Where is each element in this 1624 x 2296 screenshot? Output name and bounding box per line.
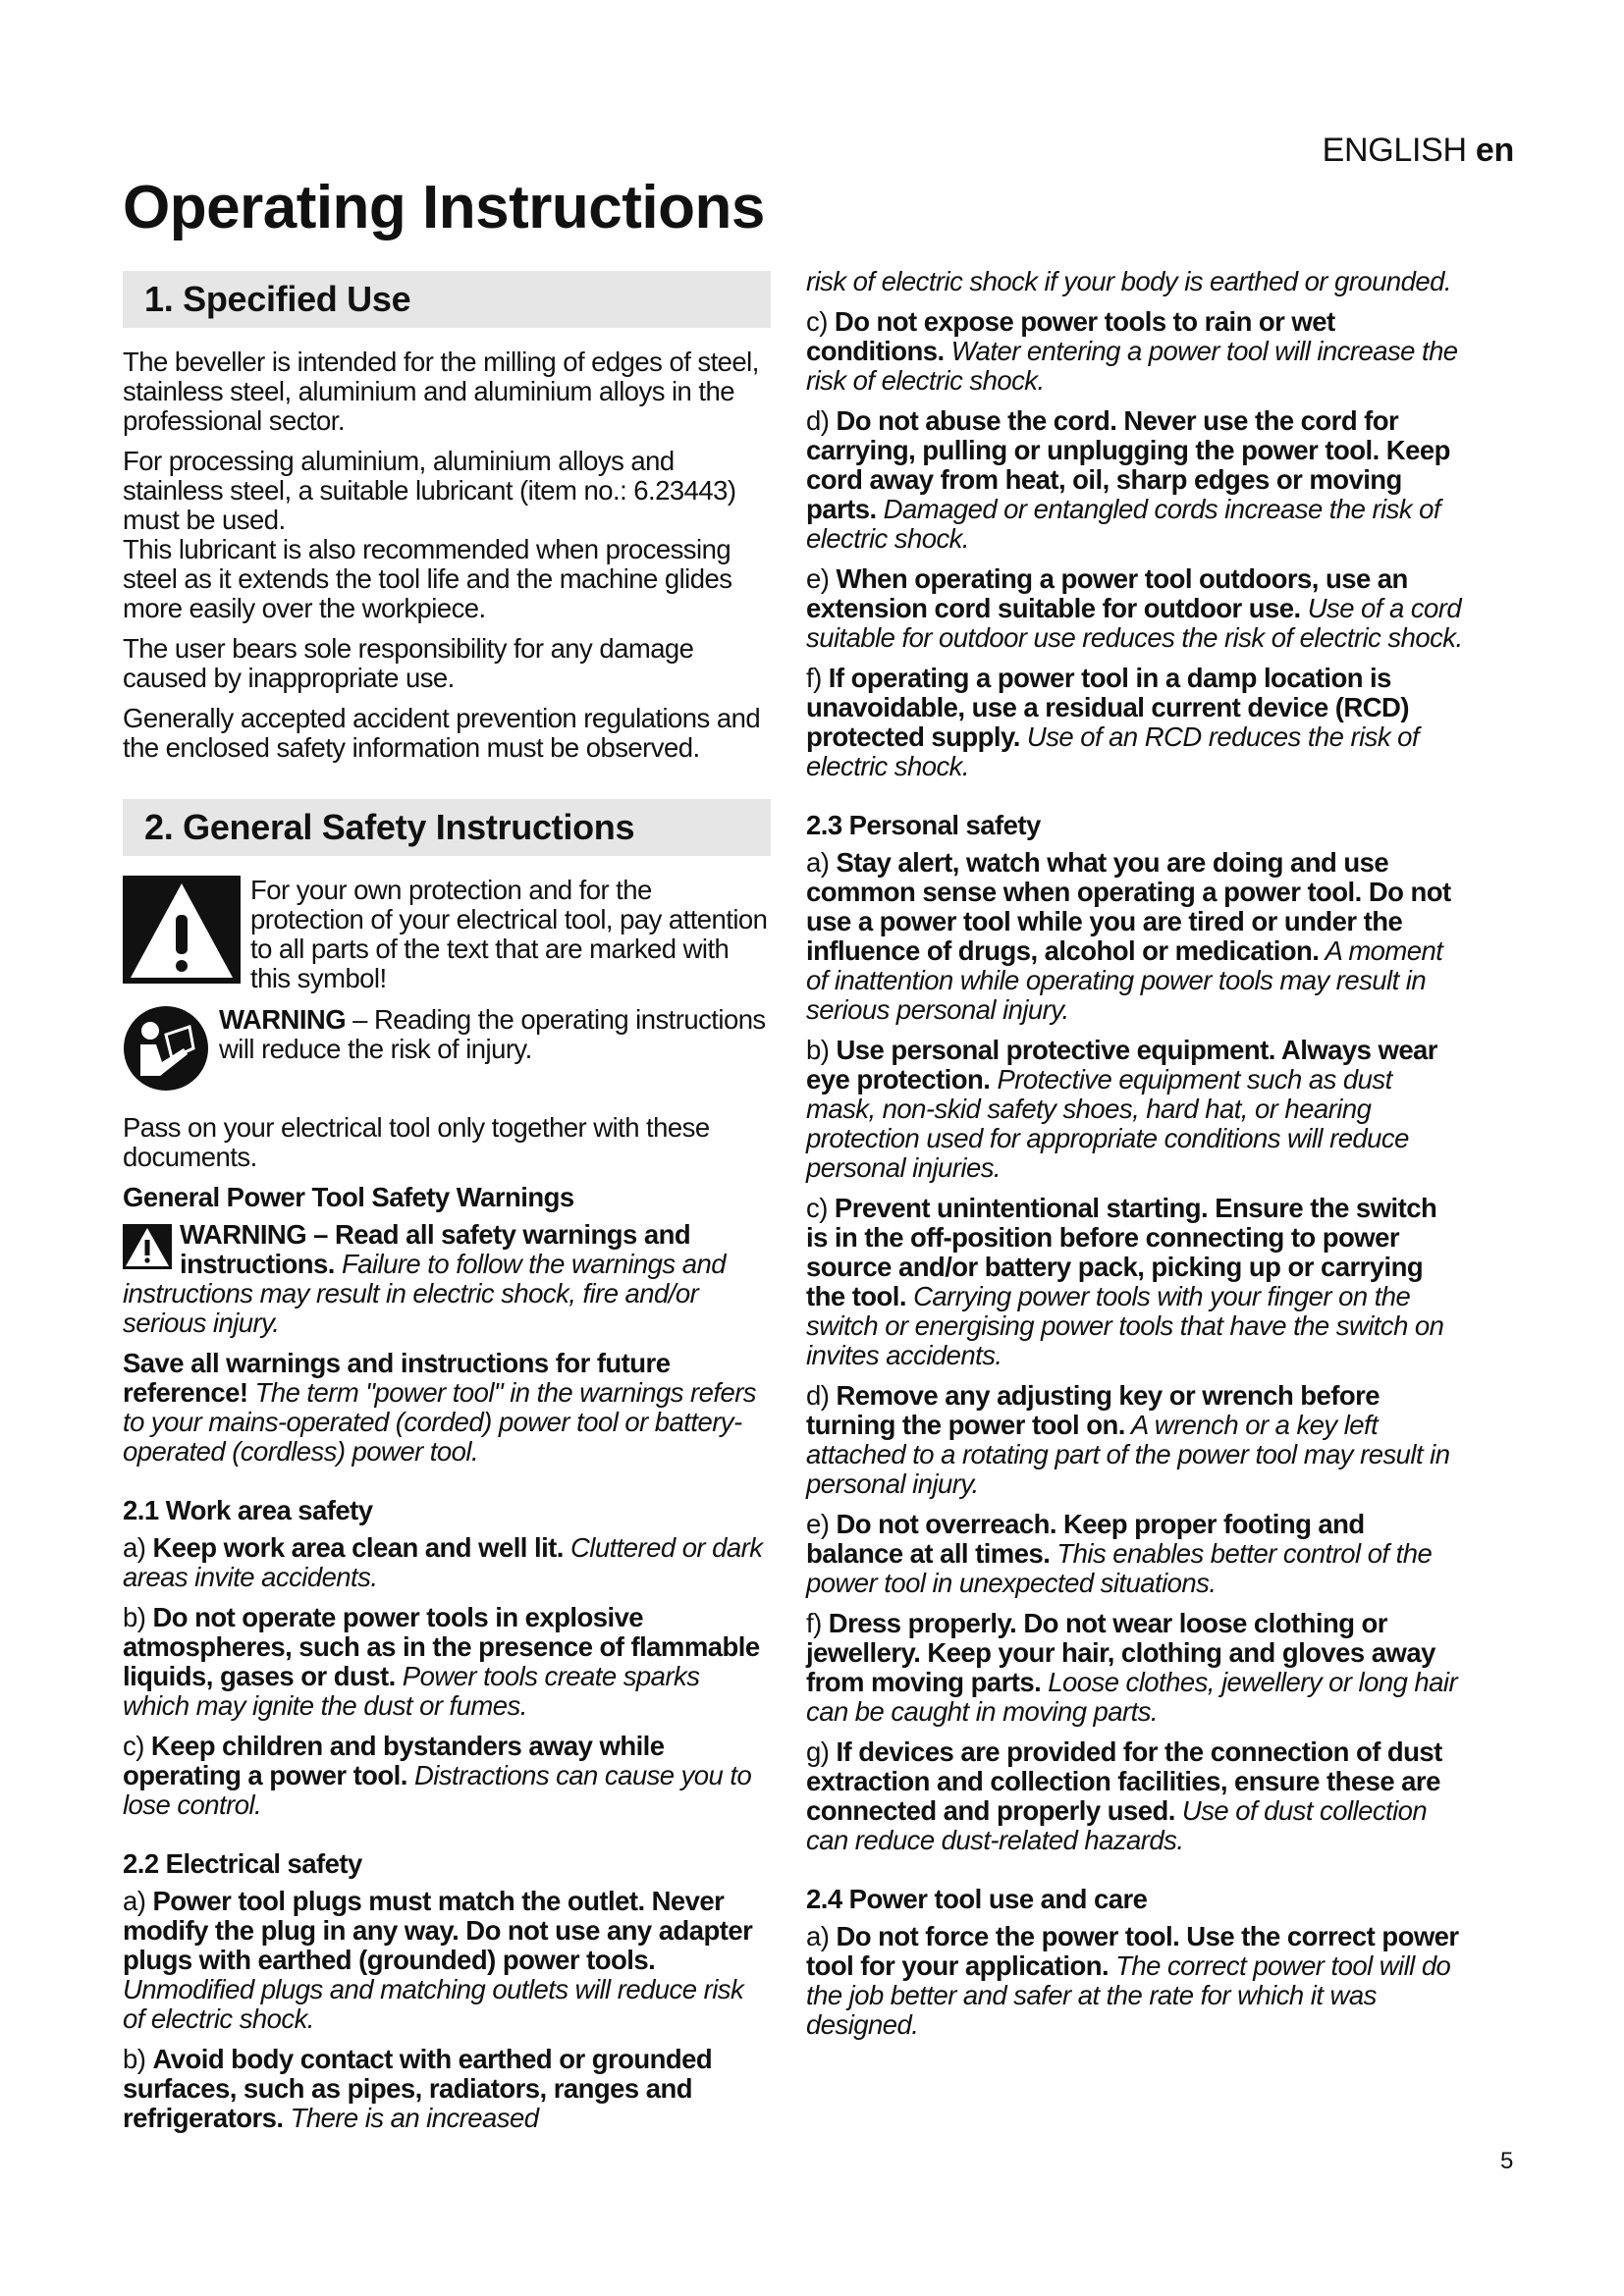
language-name: ENGLISH (1322, 132, 1467, 169)
item-bold: Do not abuse the cord. Never use the cord for carrying, pulling or unplugging the power tool. Keep cord away from heat, oil, sharp edges or moving parts. (806, 405, 1450, 524)
page-title: Operating Instructions (123, 174, 765, 241)
section-heading-general-safety: 2. General Safety Instructions (123, 799, 771, 856)
item-prefix: f) (806, 663, 829, 693)
item-bold: Keep children and bystanders away while operating a power tool. (123, 1731, 665, 1790)
item-bold: Power tool plugs must match the outlet. Never modify the plug in any way. Do not use any adapter plugs with earthed (grounded) power tools. (123, 1886, 753, 1975)
item-italic: Water entering a power tool will increase the risk of electric shock. (806, 336, 1458, 396)
warning-triangle-icon (123, 1224, 172, 1269)
item-bold: Dress properly. Do not wear loose clothing or jewellery. Keep your hair, clothing and gloves away from moving parts. (806, 1608, 1435, 1697)
item-bold: Keep work area clean and well lit. (152, 1532, 564, 1563)
read-manual-warning (123, 1005, 771, 1092)
item-prefix: a) (806, 847, 837, 878)
safety-item (806, 1194, 1464, 1370)
item-italic: Power tools create sparks which may ignite the dust or fumes. (123, 1661, 700, 1721)
item-bold: When operating a power tool outdoors, use an extension cord suitable for outdoor use. (806, 563, 1408, 623)
subheading: 2.1 Work area safety (123, 1495, 373, 1525)
subheading: General Power Tool Safety Warnings (123, 1182, 574, 1212)
item-italic: Use of an RCD reduces the risk of electric shock. (806, 721, 1420, 781)
read-manual-text (219, 1005, 771, 1064)
item-italic: Loose clothes, jewellery or long hair can be caught in moving parts. (806, 1667, 1458, 1727)
item-prefix: c) (123, 1731, 151, 1761)
warning-italic: Failure to follow the warnings and instructions may result in electric shock, fire and/or serious injury. (123, 1249, 726, 1338)
general-warning (123, 1220, 771, 1338)
item-italic: Damaged or entangled cords increase the risk of electric shock. (806, 494, 1440, 554)
safety-item (806, 848, 1464, 1025)
safety-item (806, 1510, 1464, 1598)
item-prefix: d) (806, 1380, 837, 1411)
save-bold: Save all warnings and instructions for future reference! (123, 1348, 671, 1408)
safety-item (806, 1609, 1464, 1727)
item-italic: Use of a cord suitable for outdoor use reduces the risk of electric shock. (806, 593, 1463, 653)
item-prefix: b) (123, 2044, 153, 2074)
item-italic: risk of electric shock if your body is earthed or grounded. (806, 266, 1451, 296)
item-italic: Distractions can cause you to lose control. (123, 1760, 752, 1820)
save-warnings (123, 1349, 771, 1467)
item-bold: Avoid body contact with earthed or grounded surfaces, such as pipes, radiators, ranges and refrigerators. (123, 2044, 713, 2133)
safety-item (123, 1603, 771, 1721)
safety-item (806, 564, 1464, 653)
item-bold: Stay alert, watch what you are doing and use common sense when operating a power tool. Do not use a power tool while you are tired or under the influence of drugs, alcohol or medication. (806, 847, 1451, 966)
safety-item (123, 2045, 771, 2133)
safety-item (123, 1887, 771, 2034)
item-bold: Do not operate power tools in explosive atmospheres, such as in the presence of flammable liquids, gases or dust. (123, 1602, 760, 1691)
item-bold: If devices are provided for the connection of dust extraction and collection facilities, ensure these are connected and properly used. (806, 1736, 1442, 1826)
safety-item (806, 307, 1464, 396)
item-bold: Do not force the power tool. Use the correct power tool for your application. (806, 1921, 1459, 1981)
safety-item (123, 1533, 771, 1592)
page-number: 5 (1500, 2148, 1514, 2174)
warning-label: WARNING (219, 1004, 347, 1035)
item-italic: Cluttered or dark areas invite accidents. (123, 1532, 763, 1592)
subheading: 2.3 Personal safety (806, 810, 1041, 840)
item-prefix: f) (806, 1608, 829, 1638)
item-prefix: c) (806, 1193, 835, 1223)
safety-item (806, 267, 1464, 296)
item-italic: This enables better control of the power tool in unexpected situations. (806, 1538, 1433, 1598)
item-prefix: g) (806, 1736, 837, 1767)
item-italic: Protective equipment such as dust mask, non-skid safety shoes, hard hat, or hearing protection used for appropriate conditions will reduce personal injuries. (806, 1064, 1409, 1183)
item-prefix: a) (123, 1886, 153, 1916)
section-heading-specified-use: 1. Specified Use (123, 271, 771, 328)
item-bold: Remove any adjusting key or wrench before turning the power tool on. (806, 1380, 1380, 1440)
language-label (1323, 132, 1514, 170)
safety-item (806, 1737, 1464, 1855)
subheading: 2.2 Electrical safety (123, 1848, 362, 1879)
safety-item (806, 406, 1464, 554)
read-manual-icon (123, 1005, 209, 1092)
item-prefix: d) (806, 405, 837, 436)
safety-item (123, 1732, 771, 1820)
symbol-note-text: For your own protection and for the protection of your electrical tool, pay attention to all parts of the text that are marked with this symbol! (250, 875, 768, 993)
paragraph: Generally accepted accident prevention regulations and the enclosed safety information must be observed. (123, 703, 761, 763)
item-bold: Do not overreach. Keep proper footing and balance at all times. (806, 1509, 1365, 1569)
safety-item (806, 1922, 1464, 2040)
item-italic: Carrying power tools with your finger on the switch or energising power tools that have the switch on invites accidents. (806, 1281, 1444, 1370)
save-italic: The term "power tool" in the warnings refers to your mains-operated (corded) power tool or battery-operated (cordless) power tool. (123, 1377, 757, 1467)
item-prefix: b) (123, 1602, 153, 1632)
item-prefix: a) (123, 1532, 153, 1563)
item-italic: The correct power tool will do the job better and safer at the rate for which it was designed. (806, 1950, 1451, 2040)
item-bold: If operating a power tool in a damp location is unavoidable, use a residual current device (RCD) protected supply. (806, 663, 1409, 752)
item-italic: Unmodified plugs and matching outlets will reduce risk of electric shock. (123, 1974, 744, 2034)
safety-item (806, 664, 1464, 781)
paragraph: The beveller is intended for the milling of edges of steel, stainless steel, aluminium and aluminium alloys in the professional sector. (123, 347, 759, 436)
left-column (123, 267, 771, 2144)
item-italic: Use of dust collection can reduce dust-related hazards. (806, 1795, 1428, 1855)
safety-item (806, 1036, 1464, 1183)
warning-bold: WARNING – Read all safety warnings and instructions. (180, 1219, 691, 1279)
item-bold: Do not expose power tools to rain or wet conditions. (806, 306, 1335, 366)
left-items (123, 1496, 771, 2133)
safety-item (806, 1381, 1464, 1499)
item-bold: Use personal protective equipment. Always wear eye protection. (806, 1035, 1437, 1095)
subheading: 2.4 Power tool use and care (806, 1884, 1148, 1914)
item-prefix: a) (806, 1921, 837, 1951)
item-prefix: b) (806, 1035, 837, 1065)
right-items (806, 267, 1464, 2040)
paragraph: For processing aluminium, aluminium alloys and stainless steel, a suitable lubricant (item no.: 6.23443) must be used. This lubricant is also recommended when processing steel as it extends the tool life and the machine glides more easily over the workpiece. (123, 446, 736, 623)
item-italic: A moment of inattention while operating power tools may result in serious personal injury. (806, 935, 1443, 1025)
warning-triangle-icon (123, 876, 241, 984)
paragraph: The user bears sole responsibility for any damage caused by inappropriate use. (123, 633, 694, 693)
language-code: en (1475, 132, 1514, 169)
item-prefix: c) (806, 306, 835, 337)
paragraph: Pass on your electrical tool only together with these documents. (123, 1112, 710, 1172)
item-prefix: e) (806, 563, 837, 594)
item-bold: Prevent unintentional starting. Ensure the switch is in the off-position before connecting to power source and/or battery pack, picking up or carrying the tool. (806, 1193, 1437, 1311)
item-italic: A wrench or a key left attached to a rotating part of the power tool may result in personal injury. (806, 1410, 1450, 1499)
item-italic: There is an increased (283, 2103, 539, 2133)
symbol-note (123, 876, 771, 993)
item-prefix: e) (806, 1509, 837, 1539)
warning-text: – Reading the operating instructions will reduce the risk of injury. (219, 1004, 766, 1064)
right-column (806, 267, 1464, 2051)
